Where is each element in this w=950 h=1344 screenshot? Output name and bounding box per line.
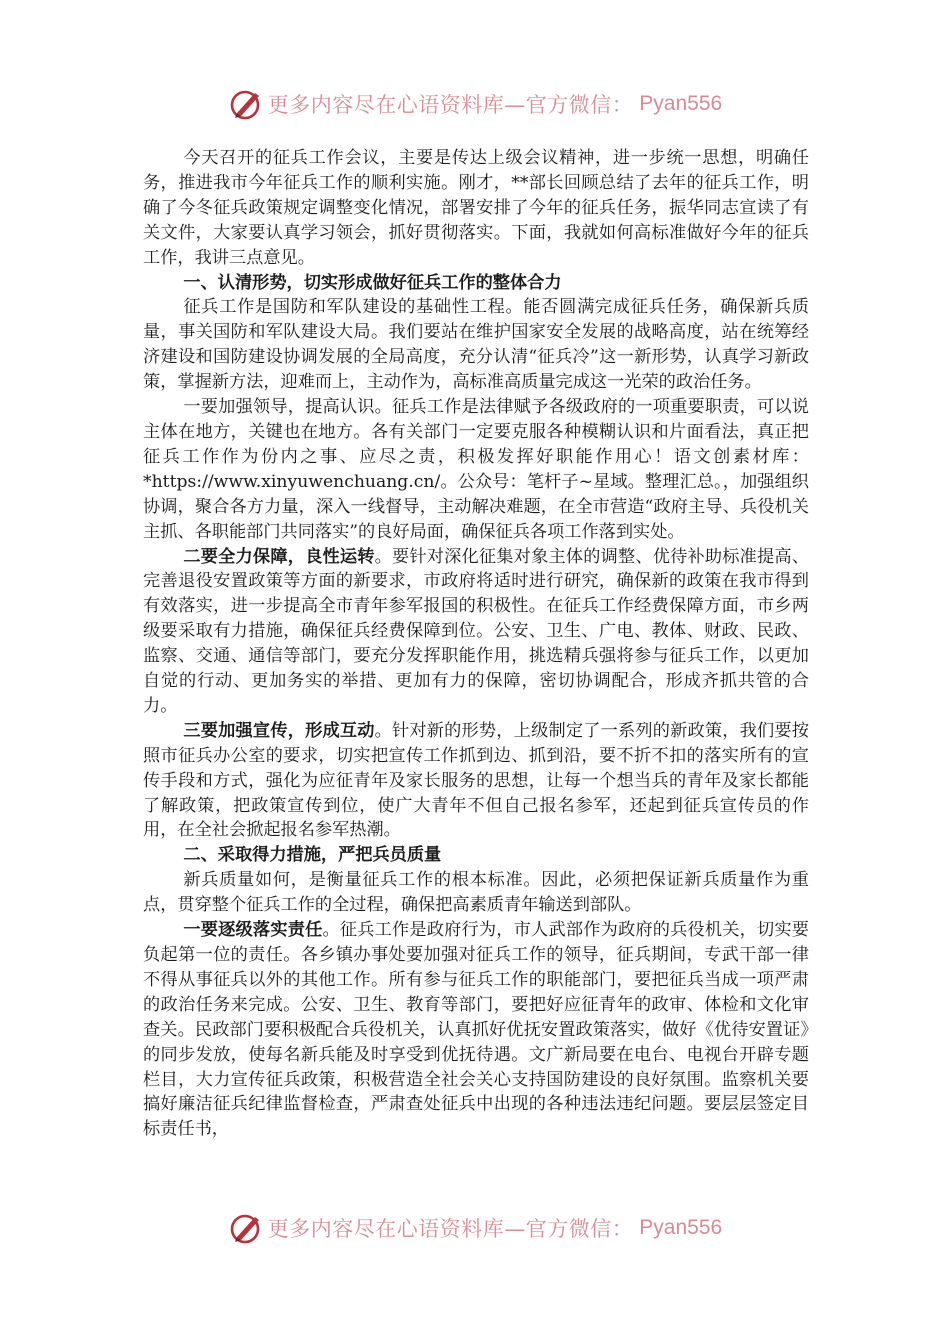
paragraph-3: 一要加强领导，提高认识。征兵工作是法律赋予各级政府的一项重要职责，可以说主体在地方，关键也在地方。各有关部门一定要克服各种模糊认识和片面看法，真正把征兵工作作为份内之事、应尽之责，积极发挥好职能作用心！语文创素材库：*https://www.xinyuwenchuang.cn/。公众号：笔杆子~星域。整理汇总。，加强组织协调，聚合各方力量，深入一线督导，主动解决难题，在全市营造“政府主导、兵役机关主抓、各职能部门共同落实”的良好局面，确保征兵各项工作落到实处。 (143, 397, 809, 542)
paragraph-intro: 今天召开的征兵工作会议，主要是传达上级会议精神，进一步统一思想，明确任务，推进我市今年征兵工作的顺利实施。刚才，**部长回顾总结了去年的征兵工作，明确了今冬征兵政策规定调整变化情况，部署安排了今年的征兵任务，振华同志宣读了有关文件，大家要认真学习领会，抓好贯彻落实。下面，我就如何高标准做好今年的征兵工作，我讲三点意见。 (143, 148, 809, 268)
paragraph-4-lead: 二要全力保障，良性运转 (183, 546, 375, 567)
header-banner-text: 更多内容尽在心语资料库—官方微信： (267, 93, 634, 117)
paragraph-5-lead: 三要加强宣传，形成互动 (183, 720, 375, 741)
paragraph-4-text: 。要针对深化征集对象主体的调整、优待补助标准提高、完善退役安置政策等方面的新要求，市政府将适时进行研究，确保新的政策在我市得到有效落实，进一步提高全市青年参军报国的积极性。在征兵工作经费保障方面，市乡两级要采取有力措施，确保征兵经费保障到位。公安、卫生、广电、教体、财政、民政、监察、交通、通信等部门，要充分发挥职能作用，挑选精兵强将参与征兵工作，以更加自觉的行动、更加务实的举措、更加有力的保障，密切协调配合，形成齐抓共管的合力。 (143, 546, 809, 716)
footer-banner (0, 1206, 950, 1250)
paragraph-5-text: 。针对新的形势，上级制定了一系列的新政策，我们要按照市征兵办公室的要求，切实把宣传工作抓到边、抓到沿，要不折不扣的落实所有的宣传手段和方式，强化为应征青年及家长服务的思想，让每一个想当兵的青年及家长都能了解政策，把政策宣传到位，使广大青年不但自己报名参军，还起到征兵宣传员的作用，在全社会掀起报名参军热潮。 (143, 720, 809, 841)
paragraph-7 (143, 918, 809, 1142)
footer-banner-text: 更多内容尽在心语资料库—官方微信： (267, 1217, 634, 1241)
paragraph-6: 新兵质量如何，是衡量征兵工作的根本标准。因此，必须把保证新兵质量作为重点，贯穿整个征兵工作的全过程，确保把高素质青年输送到部队。 (143, 870, 809, 916)
paragraph-7-lead: 一要逐级落实责任 (183, 920, 323, 941)
paragraph-4 (143, 545, 809, 719)
paragraph-5 (143, 719, 809, 844)
header-banner (0, 82, 950, 126)
paragraph-7-text: 。征兵工作是政府行为，市人武部作为政府的兵役机关，切实要负起第一位的责任。各乡镇办事处要加强对征兵工作的领导，征兵期间，专武干部一律不得从事征兵以外的其他工作。所有参与征兵工作的职能部门，要把征兵当成一项严肃的政治任务来完成。公安、卫生、教育等部门，要把好应征青年的政审、体检和文化审查关。民政部门要积极配合兵役机关，认真抓好优抚安置政策落实，做好《优待安置证》的同步发放，使每名新兵能及时享受到优抚待遇。文广新局要在电台、电视台开辟专题栏目，大力宣传征兵政策，积极营造全社会关心支持国防建设的良好氛围。监察机关要搞好廉洁征兵纪律监督检查，严肃查处征兵中出现的各种违法违纪问题。要层层签定目标责任书， (143, 920, 809, 1140)
footer-banner-id: Pyan556 (639, 1216, 723, 1239)
header-banner-id: Pyan556 (639, 92, 723, 115)
pen-logo-icon (228, 86, 264, 122)
section-heading-1: 一、认清形势，切实形成做好征兵工作的整体合力 (183, 272, 562, 293)
pen-logo-icon (228, 1210, 264, 1246)
paragraph-2: 征兵工作是国防和军队建设的基础性工程。能否圆满完成征兵任务，确保新兵质量，事关国防和军队建设大局。我们要站在维护国家安全发展的战略高度，站在统筹经济建设和国防建设协调发展的全局高度，充分认清“征兵冷”这一新形势，认真学习新政策，掌握新方法，迎难而上，主动作为，高标准高质量完成这一光荣的政治任务。 (143, 297, 809, 393)
document-body (143, 146, 809, 1142)
section-heading-2: 二、采取得力措施，严把兵员质量 (183, 845, 442, 866)
